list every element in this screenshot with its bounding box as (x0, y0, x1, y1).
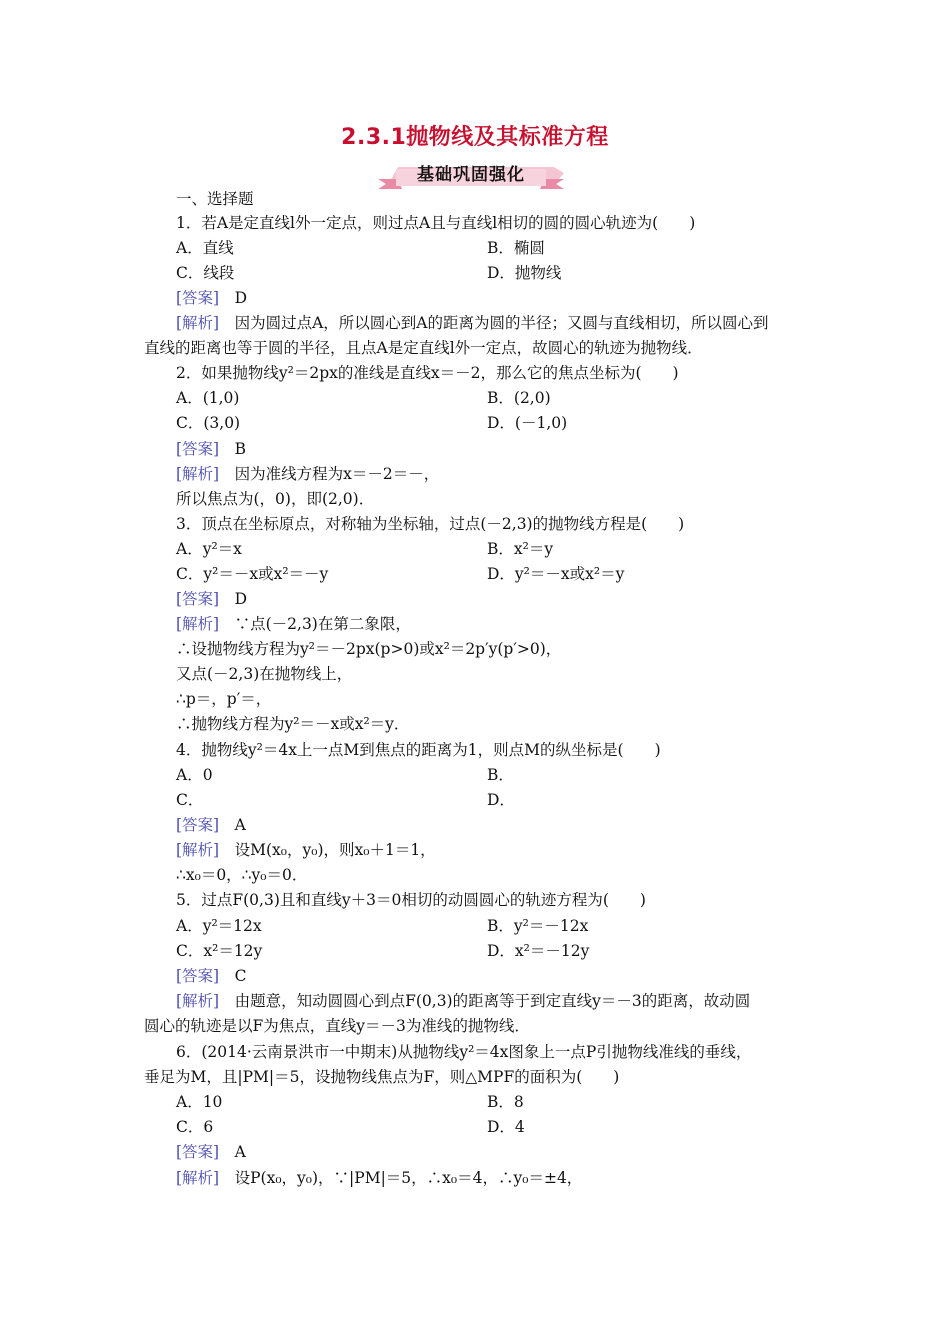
text-line: 直线的距离也等于圆的半径，且点A是定直线l外一定点，故圆心的轨迹为抛物线． (144, 339, 703, 357)
text-line: D．x²＝－12y (487, 942, 590, 960)
text-line: C．线段 (176, 264, 235, 282)
text-line: 一、选择题 (176, 190, 254, 208)
text-line: B．(2,0) (487, 389, 551, 407)
text-line: B．椭圆 (487, 239, 545, 257)
answer-line: [解析] 由题意，知动圆圆心到点F(0,3)的距离等于到定直线y＝－3的距离，故动圆 (176, 992, 751, 1010)
text-line: C．(3,0) (176, 414, 241, 432)
text-line: A．0 (176, 766, 213, 784)
answer-line: [答案] D (176, 289, 248, 307)
text-line: 所以焦点为(，0)，即(2,0)． (176, 490, 375, 508)
text-line: 圆心的轨迹是以F为焦点，直线y＝－3为准线的抛物线． (144, 1017, 530, 1035)
text-line: B．x²＝y (487, 540, 554, 558)
text-line: 5．过点F(0,3)且和直线y＋3＝0相切的动圆圆心的轨迹方程为( ) (176, 891, 646, 909)
text-line: B．y²＝－12x (487, 917, 589, 935)
text-line: ∴抛物线方程为y²＝－x或x²＝y． (176, 715, 410, 733)
text-line: B． (487, 766, 514, 784)
answer-line: [解析] 因为准线方程为x＝－2＝－， (176, 465, 440, 483)
page-title: 2.3.1抛物线及其标准方程 (341, 125, 609, 150)
text-line: ∴设抛物线方程为y²＝－2px(p>0)或x²＝2p′y(p′>0)， (176, 640, 562, 658)
text-line: 又点(－2,3)在抛物线上， (176, 665, 353, 683)
answer-line: [答案] A (176, 1143, 246, 1161)
text-line: C．x²＝12y (176, 942, 263, 960)
text-line: 2．如果抛物线y²＝2px的准线是直线x＝－2，那么它的焦点坐标为( ) (176, 364, 679, 382)
text-line: 4．抛物线y²＝4x上一点M到焦点的距离为1，则点M的纵坐标是( ) (176, 741, 661, 759)
text-line: A．y²＝12x (176, 917, 262, 935)
answer-line: [解析] 因为圆过点A，所以圆心到A的距离为圆的半径；又圆与直线相切，所以圆心到 (176, 314, 769, 332)
text-line: A．(1,0) (176, 389, 240, 407)
answer-line: [答案] A (176, 816, 246, 834)
answer-line: [答案] C (176, 967, 247, 985)
text-line: B．8 (487, 1093, 524, 1111)
text-line: A．10 (176, 1093, 223, 1111)
text-line: C． (176, 791, 204, 809)
text-line: D．y²＝－x或x²＝y (487, 565, 625, 583)
answer-line: [答案] D (176, 590, 248, 608)
text-line: C．6 (176, 1118, 214, 1136)
section-banner (378, 163, 564, 191)
text-line: D．4 (487, 1118, 525, 1136)
text-line: ∴x₀＝0，∴y₀＝0． (176, 866, 308, 884)
answer-line: [解析] ∵点(－2,3)在第二象限， (176, 615, 411, 633)
text-line: C．y²＝－x或x²＝－y (176, 565, 329, 583)
text-line: 3．顶点在坐标原点，对称轴为坐标轴，过点(－2,3)的抛物线方程是( ) (176, 515, 685, 533)
text-line: A．y²＝x (176, 540, 242, 558)
text-line: A．直线 (176, 239, 234, 257)
answer-line: [答案] B (176, 440, 246, 458)
text-line: 垂足为M，且|PM|＝5，设抛物线焦点为F，则△MPF的面积为( ) (144, 1068, 620, 1086)
text-line: D．(－1,0) (487, 414, 568, 432)
text-line: D．抛物线 (487, 264, 562, 282)
answer-line: [解析] 设P(x₀，y₀)，∵|PM|＝5，∴x₀＝4，∴y₀＝±4， (176, 1169, 583, 1187)
text-line: 1．若A是定直线l外一定点，则过点A且与直线l相切的圆的圆心轨迹为( ) (176, 214, 696, 232)
answer-line: [解析] 设M(x₀，y₀)，则x₀＋1＝1， (176, 841, 436, 859)
text-line: D． (487, 791, 515, 809)
banner-text: 基础巩固强化 (417, 165, 525, 185)
text-line: 6．(2014·云南景洪市一中期末)从抛物线y²＝4x图象上一点P引抛物线准线的垂线， (176, 1043, 752, 1061)
text-line: ∴p＝，p′＝， (176, 690, 272, 708)
